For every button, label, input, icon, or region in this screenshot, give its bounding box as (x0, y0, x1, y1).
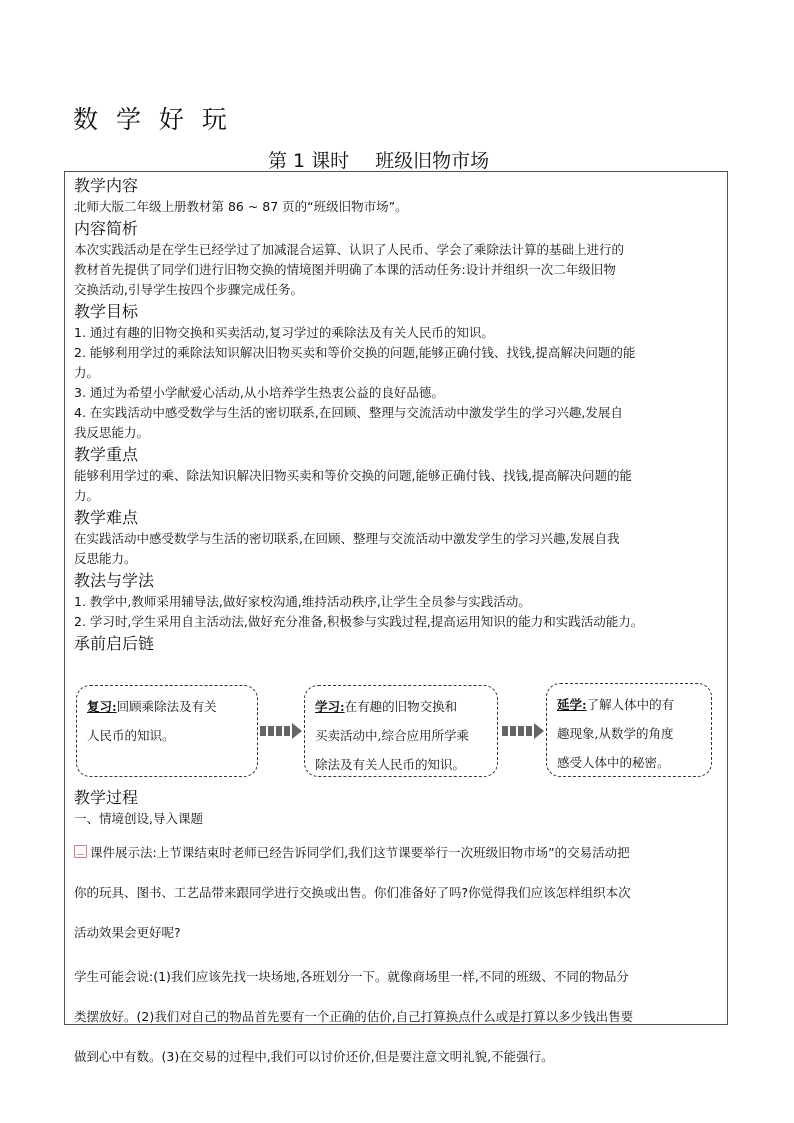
key-point-line: 力。 (74, 488, 100, 503)
heading-key-points: 教学重点 (74, 445, 139, 464)
process-line: 活动效果会更好呢? (74, 925, 181, 940)
learn-text: 在有趣的旧物交换和 (344, 699, 458, 714)
goal-line: 力。 (74, 365, 100, 380)
lesson-title (268, 146, 489, 173)
answer-line: 做到心中有数。(3)在交易的过程中,我们可以讨价还价,但是要注意文明礼貌,不能强行。 (74, 1049, 554, 1064)
heading-difficulties: 教学难点 (74, 508, 139, 527)
method-line: 2. 学习时,学生采用自主活动法,做好充分准备,积极参与实践过程,提高运用知识的能力和实践活动能力。 (74, 614, 644, 629)
review-tag: 复习: (87, 699, 117, 714)
difficulty-line: 在实践活动中感受数学与生活的密切联系,在回顾、整理与交流活动中激发学生的学习兴趣,发展自我 (74, 531, 620, 546)
chain-arrow-icon (260, 723, 302, 739)
summary-line: 交换活动,引导学生按四个步骤完成任务。 (74, 282, 303, 297)
review-text: 人民币的知识。 (87, 728, 175, 743)
goal-line: 4. 在实践活动中感受数学与生活的密切联系,在回顾、整理与交流活动中激发学生的学习兴趣,发展自 (74, 405, 623, 420)
answer-line: 类摆放好。(2)我们对自己的物品首先要有一个正确的估价,自己打算换点什么或是打算以多少钱出售要 (74, 1009, 634, 1024)
heading-content: 教学内容 (74, 176, 139, 195)
student-answer-paragraph (74, 957, 726, 1077)
content-text: 北师大版二年级上册教材第 86 ~ 87 页的“班级旧物市场”。 (74, 199, 408, 214)
heading-goals: 教学目标 (74, 302, 139, 321)
learn-tag: 学习: (315, 699, 345, 714)
process-line-text: 课件展示法:上节课结束时老师已经告诉同学们,我们这节课要举行一次班级旧物市场”的交易活动把 (90, 845, 630, 860)
heading-methods: 教法与学法 (74, 571, 155, 590)
review-text: 回顾乘除法及有关 (116, 699, 217, 714)
goal-line: 1. 通过有趣的旧物交换和买卖活动,复习学过的乘除法及有关人民币的知识。 (74, 325, 494, 340)
learn-box (304, 685, 498, 777)
lesson-name: 班级旧物市场 (375, 150, 490, 172)
extend-text: 了解人体中的有 (586, 697, 675, 712)
extend-box (546, 683, 712, 777)
process-line (74, 833, 726, 873)
heading-summary: 内容简析 (74, 219, 139, 238)
knowledge-chain (74, 659, 726, 777)
process-line: 你的玩具、图书、工艺品带来跟同学进行交换或出售。你们准备好了吗?你觉得我们应该怎样组织本次 (74, 885, 631, 900)
heading-chain: 承前启后链 (74, 634, 155, 653)
process-paragraph (74, 833, 726, 953)
lesson-label: 第 1 课时 (268, 150, 350, 172)
key-point-line: 能够利用学过的乘、除法知识解决旧物买卖和等价交换的问题,能够正确付钱、找钱,提高解决问题的能 (74, 468, 632, 483)
lesson-plan (74, 174, 726, 1077)
summary-line: 教材首先提供了同学们进行旧物交换的情境图并明确了本课的活动任务:设计并组织一次二年级旧物 (74, 262, 616, 277)
learn-text: 买卖活动中,综合应用所学乘 (315, 728, 469, 743)
answer-line: 学生可能会说:(1)我们应该先找一块场地,各班划分一下。就像商场里一样,不同的班级、不同的物品分 (74, 969, 629, 984)
heading-process: 教学过程 (74, 788, 139, 807)
goal-line: 我反思能力。 (74, 425, 150, 440)
extend-tag: 延学: (557, 697, 587, 712)
learn-text: 除法及有关人民币的知识。 (315, 757, 466, 772)
extend-text: 感受人体中的秘密。 (557, 755, 670, 770)
summary-line: 本次实践活动是在学生已经学过了加减混合运算、认识了人民币、学会了乘除法计算的基础上进行的 (74, 242, 625, 257)
process-step-title: 一、情境创设,导入课题 (74, 811, 203, 826)
extend-text: 趣现象,从数学的角度 (557, 726, 674, 741)
method-line: 1. 教学中,教师采用辅导法,做好家校沟通,维持活动秩序,让学生全员参与实践活动。 (74, 594, 531, 609)
difficulty-line: 反思能力。 (74, 551, 137, 566)
document-icon (74, 845, 87, 858)
review-box (76, 685, 258, 777)
goal-line: 3. 通过为希望小学献爱心活动,从小培养学生热衷公益的良好品德。 (74, 385, 444, 400)
unit-title: 数 学 好 玩 (73, 105, 232, 134)
chain-arrow-icon (502, 723, 544, 739)
goal-line: 2. 能够利用学过的乘除法知识解决旧物买卖和等价交换的问题,能够正确付钱、找钱,提高解决问题的能 (74, 345, 636, 360)
